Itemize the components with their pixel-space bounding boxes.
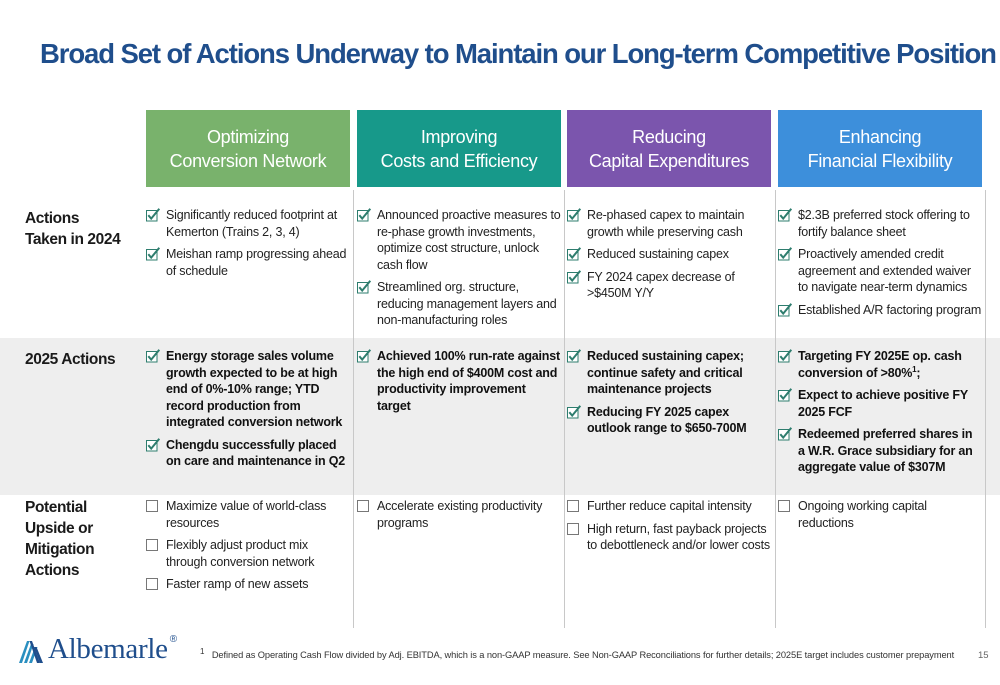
row-label-line: 2025 Actions	[25, 351, 116, 368]
page-title: Broad Set of Actions Underway to Maintain our Long-term Competitive Position	[40, 38, 996, 69]
list-item-text: Redeemed preferred shares in a W.R. Grace subsidiary for an aggregate value of $307M	[798, 427, 973, 474]
grid-cell	[778, 498, 982, 537]
list-item-text: Established A/R factoring program	[798, 302, 982, 317]
row-label-line: Upside or	[25, 520, 93, 537]
list-item-text: Flexibly adjust product mix through conversion network	[166, 538, 315, 569]
empty-checkbox-icon	[146, 500, 158, 512]
list-item-text: Ongoing working capital reductions	[798, 499, 927, 530]
column-divider	[564, 190, 565, 628]
checkmark-icon	[357, 280, 371, 294]
checkmark-icon	[567, 247, 581, 261]
logo-wordmark: Albemarle	[48, 633, 168, 665]
column-header-line1: Enhancing	[838, 126, 922, 147]
list-item	[567, 498, 771, 515]
list-item	[778, 426, 982, 476]
list-item-text: $2.3B preferred stock offering to fortify balance sheet	[798, 208, 970, 239]
list-item	[567, 269, 771, 302]
grid-cell	[567, 207, 771, 308]
checkmark-icon	[357, 208, 371, 222]
list-item-text: Re-phased capex to maintain growth while preserving cash	[587, 208, 745, 239]
grid-cell	[146, 498, 350, 599]
column-header-improving	[357, 110, 561, 187]
column-divider	[353, 190, 354, 628]
list-item	[357, 279, 561, 329]
checkmark-icon	[357, 349, 371, 363]
list-item	[146, 437, 350, 470]
empty-checkbox-icon	[146, 539, 158, 551]
list-item-text: Accelerate existing productivity programs	[377, 499, 543, 530]
empty-checkbox-icon	[357, 500, 369, 512]
list-item	[778, 387, 982, 420]
checkmark-icon	[146, 208, 160, 222]
albemarle-logo	[18, 634, 177, 664]
checkmark-icon	[146, 247, 160, 261]
list-item	[778, 348, 982, 381]
checkmark-icon	[567, 405, 581, 419]
grid-cell	[357, 348, 561, 420]
empty-checkbox-icon	[778, 500, 790, 512]
grid-cell	[778, 348, 982, 482]
list-item	[146, 348, 350, 431]
list-item-text: Energy storage sales volume growth expected to be at high end of 0%-10% range; YTD record production from integrated conversion network	[166, 349, 343, 429]
checkmark-icon	[778, 427, 792, 441]
row-label-line: Potential	[25, 499, 87, 516]
empty-checkbox-icon	[567, 500, 579, 512]
empty-checkbox-icon	[146, 578, 158, 590]
list-item-text: Meishan ramp progressing ahead of schedule	[166, 247, 347, 278]
list-item	[146, 207, 350, 240]
column-header-line2: Conversion Network	[169, 150, 327, 171]
list-item	[778, 207, 982, 240]
list-item-text: Expect to achieve positive FY 2025 FCF	[798, 388, 968, 419]
list-item	[357, 207, 561, 273]
grid-cell	[778, 207, 982, 324]
grid-cell	[567, 348, 771, 443]
list-item	[567, 348, 771, 398]
logo-registered: ®	[169, 634, 178, 645]
list-item	[567, 246, 771, 263]
checkmark-icon	[567, 208, 581, 222]
checkmark-icon	[778, 247, 792, 261]
row-label-line: Actions	[25, 562, 80, 579]
list-item-text: High return, fast payback projects to debottleneck and/or lower costs	[587, 521, 770, 552]
list-item-text: Significantly reduced footprint at Kemerton (Trains 2, 3, 4)	[166, 208, 338, 239]
list-item-suffix: ;	[916, 365, 921, 380]
list-item-text: Further reduce capital intensity	[587, 499, 752, 513]
grid-cell	[567, 498, 771, 560]
checkmark-icon	[146, 438, 160, 452]
checkmark-icon	[567, 270, 581, 284]
grid-cell	[146, 348, 350, 476]
row-label-actions-2024	[25, 208, 120, 250]
row-label-potential-upside	[25, 497, 94, 581]
list-item-text: Targeting FY 2025E op. cash conversion of >80%	[798, 349, 962, 380]
footnote-number: 1	[200, 646, 205, 656]
list-item	[146, 537, 350, 570]
column-header-line2: Costs and Efficiency	[380, 150, 538, 171]
list-item	[778, 498, 982, 531]
list-item	[357, 498, 561, 531]
list-item-text: Streamlined org. structure, reducing management layers and non-manufacturing roles	[377, 280, 557, 327]
column-header-line2: Financial Flexibility	[807, 150, 953, 171]
list-item	[146, 576, 350, 593]
page-number: 15	[978, 650, 989, 661]
list-item	[357, 348, 561, 414]
list-item	[146, 246, 350, 279]
list-item-text: Maximize value of world-class resources	[166, 499, 327, 530]
list-item-text: Reduced sustaining capex	[587, 247, 729, 261]
row-label-line: Mitigation	[25, 541, 95, 558]
empty-checkbox-icon	[567, 523, 579, 535]
column-header-line2: Capital Expenditures	[588, 150, 750, 171]
footnote	[200, 646, 955, 660]
footnote-reference: 1	[912, 364, 917, 374]
checkmark-icon	[778, 388, 792, 402]
list-item-text: Faster ramp of new assets	[166, 577, 309, 591]
column-header-line1: Improving	[420, 126, 498, 147]
grid-cell	[357, 498, 561, 537]
list-item-text: Achieved 100% run-rate against the high end of $400M cost and productivity improvement target	[377, 349, 560, 413]
list-item	[567, 404, 771, 437]
row-label-line: Taken in 2024	[25, 231, 121, 248]
checkmark-icon	[567, 349, 581, 363]
albemarle-mark-icon	[18, 638, 48, 664]
column-header-optimizing	[146, 110, 350, 187]
list-item	[567, 521, 771, 554]
checkmark-icon	[778, 303, 792, 317]
row-label-2025-actions	[25, 349, 115, 370]
list-item-text: Chengdu successfully placed on care and maintenance in Q2	[166, 437, 345, 468]
grid-cell	[146, 207, 350, 285]
checkmark-icon	[146, 349, 160, 363]
list-item	[778, 302, 982, 319]
list-item	[146, 498, 350, 531]
column-divider	[985, 190, 986, 628]
list-item-text: Announced proactive measures to re-phase growth investments, optimize cost structure, unlock cash flow	[377, 208, 561, 272]
list-item	[778, 246, 982, 296]
list-item-text: Proactively amended credit agreement and extended waiver to navigate near-term dynamics	[798, 247, 971, 294]
column-header-reducing	[567, 110, 771, 187]
list-item-text: Reducing FY 2025 capex outlook range to $650-700M	[587, 404, 747, 435]
row-label-line: Actions	[25, 210, 80, 227]
column-header-enhancing	[778, 110, 982, 187]
column-divider	[775, 190, 776, 628]
list-item-text: FY 2024 capex decrease of >$450M Y/Y	[587, 269, 735, 300]
column-header-line1: Reducing	[632, 126, 706, 147]
footnote-text: Defined as Operating Cash Flow divided by Adj. EBITDA, which is a non-GAAP measure. See Non-GAAP Reconciliations for further details; 2025E target includes customer prepayment	[211, 650, 955, 660]
column-header-line1: Optimizing	[206, 126, 290, 147]
checkmark-icon	[778, 208, 792, 222]
grid-cell	[357, 207, 561, 335]
list-item	[567, 207, 771, 240]
checkmark-icon	[778, 349, 792, 363]
list-item-text: Reduced sustaining capex; continue safety and critical maintenance projects	[587, 349, 744, 396]
